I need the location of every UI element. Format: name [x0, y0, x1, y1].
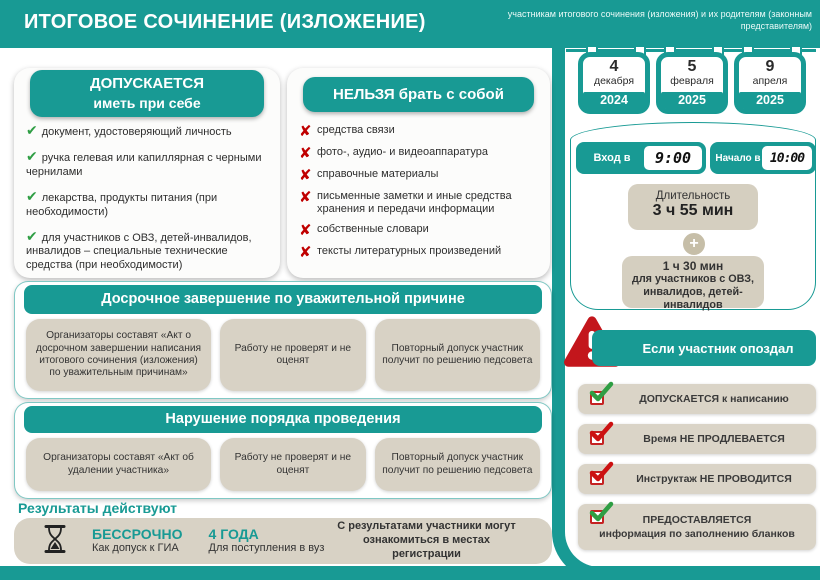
forbidden-item-text: письменные заметки и иные средства хранения и передачи информации [317, 190, 512, 216]
list-item [299, 223, 544, 238]
duration-box [628, 184, 758, 230]
allowed-item-text: лекарства, продукты питания (при необходимости) [26, 192, 218, 218]
allowed-item-text: документ, удостоверяющий личность [41, 126, 232, 138]
info-card: Организаторы составят «Акт о досрочном завершении написания итогового сочинения (изложения) по уважительным причинам» [26, 319, 211, 391]
page-title: ИТОГОВОЕ СОЧИНЕНИЕ (ИЗЛОЖЕНИЕ) [24, 11, 426, 33]
date-day: 5 [687, 58, 697, 75]
results-unlimited-note: Как допуск к ГИА [92, 542, 179, 555]
violation-title: Нарушение порядка проведения [24, 406, 542, 433]
info-card: Работу не проверят и не оценят [220, 438, 366, 491]
list-item [26, 228, 272, 272]
date-day: 4 [609, 58, 619, 75]
cross-icon: ✘ [299, 244, 312, 262]
allowed-list [26, 122, 272, 281]
late-rule-text-line1: ПРЕДОСТАВЛЯЕТСЯ [642, 513, 752, 526]
late-rule-text: ДОПУСКАЕТСЯ к написанию [639, 393, 789, 405]
list-item [26, 148, 272, 179]
date-year: 2025 [739, 92, 801, 109]
check-icon: ✔ [26, 148, 38, 165]
start-time-pill [710, 142, 816, 174]
cross-icon: ✘ [299, 222, 312, 240]
early-finish-cards [26, 319, 540, 391]
forbidden-item-text: справочные материалы [317, 168, 439, 180]
allowed-item-text: для участников с ОВЗ, детей-инвалидов, инвалидов – специальные технические средства (при необходимости) [26, 232, 252, 271]
results-4years-value: 4 ГОДА [208, 526, 259, 543]
header-bar [0, 0, 820, 48]
results-4years-note: Для поступления в вуз [208, 542, 325, 555]
forbidden-card [287, 68, 550, 278]
green-check-icon [588, 381, 614, 403]
forbidden-item-text: собственные словари [317, 223, 429, 236]
list-item [299, 168, 544, 183]
hourglass-icon [44, 524, 66, 559]
bottom-accent-bar [0, 566, 820, 580]
results-title: Результаты действуют [18, 500, 178, 516]
cross-icon: ✘ [299, 145, 312, 162]
early-finish-section [14, 281, 552, 399]
forbidden-item-text: средства связи [317, 124, 395, 136]
check-icon: ✔ [26, 122, 38, 138]
late-rule-text-line2: информация по заполнению бланков [599, 528, 795, 540]
forbidden-list [299, 124, 544, 267]
info-card: Организаторы составят «Акт об удалении участника» [26, 438, 211, 491]
list-item [26, 188, 272, 219]
start-time-display: 10:00 [762, 146, 812, 170]
list-item [299, 124, 544, 139]
list-item [26, 122, 272, 139]
date-day: 9 [765, 58, 775, 75]
extra-duration-box [622, 256, 764, 312]
entry-time-display: 9:00 [644, 146, 702, 170]
entry-time-label: Вход в [593, 152, 631, 164]
late-section-title: Если участник опоздал [592, 330, 816, 366]
late-rule-text: Время НЕ ПРОДЛЕВАЕТСЯ [643, 433, 785, 445]
late-rule-row [578, 424, 816, 454]
results-side-note: С результатами участники могут ознакомиться в местах регистрации [337, 520, 516, 560]
forbidden-item-text: фото-, аудио- и видеоаппаратура [317, 146, 489, 158]
date-year: 2025 [661, 92, 723, 109]
exam-date-card [734, 52, 806, 114]
late-rule-row [578, 504, 816, 550]
allowed-card [14, 68, 280, 278]
list-item [299, 190, 544, 216]
cross-icon: ✘ [299, 123, 312, 140]
late-rule-text: Инструктаж НЕ ПРОВОДИТСЯ [636, 473, 792, 485]
extra-duration-value: 1 ч 30 мин [662, 259, 724, 273]
forbidden-item-text: тексты литературных произведений [317, 245, 502, 258]
date-month: декабря [593, 74, 635, 87]
allowed-title-line1: ДОПУСКАЕТСЯ [89, 75, 205, 92]
check-icon: ✔ [26, 228, 38, 245]
list-item [299, 146, 544, 161]
results-unlimited-value: БЕССРОЧНО [92, 526, 183, 543]
red-check-icon [588, 421, 614, 443]
entry-time-pill [576, 142, 706, 174]
duration-value: 3 ч 55 мин [652, 202, 734, 219]
results-unlimited [92, 526, 183, 555]
cross-icon: ✘ [299, 189, 312, 206]
early-finish-title: Досрочное завершение по уважительной причине [24, 285, 542, 314]
list-item [299, 245, 544, 260]
forbidden-card-title: НЕЛЬЗЯ брать с собой [303, 77, 534, 112]
results-4years [209, 526, 325, 555]
date-month: апреля [752, 74, 788, 87]
start-time-label: Начало в [715, 152, 761, 164]
info-card: Повторный допуск участник получит по решению педсовета [375, 438, 540, 491]
extra-duration-note: для участников с ОВЗ, инвалидов, детей-инвалидов [631, 273, 755, 312]
late-rule-row [578, 464, 816, 494]
exam-date-card [656, 52, 728, 114]
duration-label: Длительность [655, 190, 731, 202]
plus-icon: + [681, 231, 707, 257]
audience-note: участникам итогового сочинения (изложения) и их родителям (законным представителям) [507, 9, 812, 32]
allowed-card-title [30, 70, 264, 117]
date-year: 2024 [583, 92, 645, 109]
red-check-icon [588, 461, 614, 483]
results-box [14, 518, 552, 564]
allowed-title-line2: иметь при себе [93, 95, 201, 111]
exam-date-card [578, 52, 650, 114]
date-month: февраля [670, 74, 714, 87]
violation-section [14, 402, 552, 499]
cross-icon: ✘ [299, 167, 312, 184]
violation-cards [26, 438, 540, 491]
info-card: Работу не проверят и не оценят [220, 319, 366, 391]
allowed-item-text: ручка гелевая или капиллярная с черными чернилами [26, 152, 262, 178]
late-rule-row [578, 384, 816, 414]
info-card: Повторный допуск участник получит по решению педсовета [375, 319, 540, 391]
green-check-icon [588, 501, 614, 523]
check-icon: ✔ [26, 188, 38, 205]
